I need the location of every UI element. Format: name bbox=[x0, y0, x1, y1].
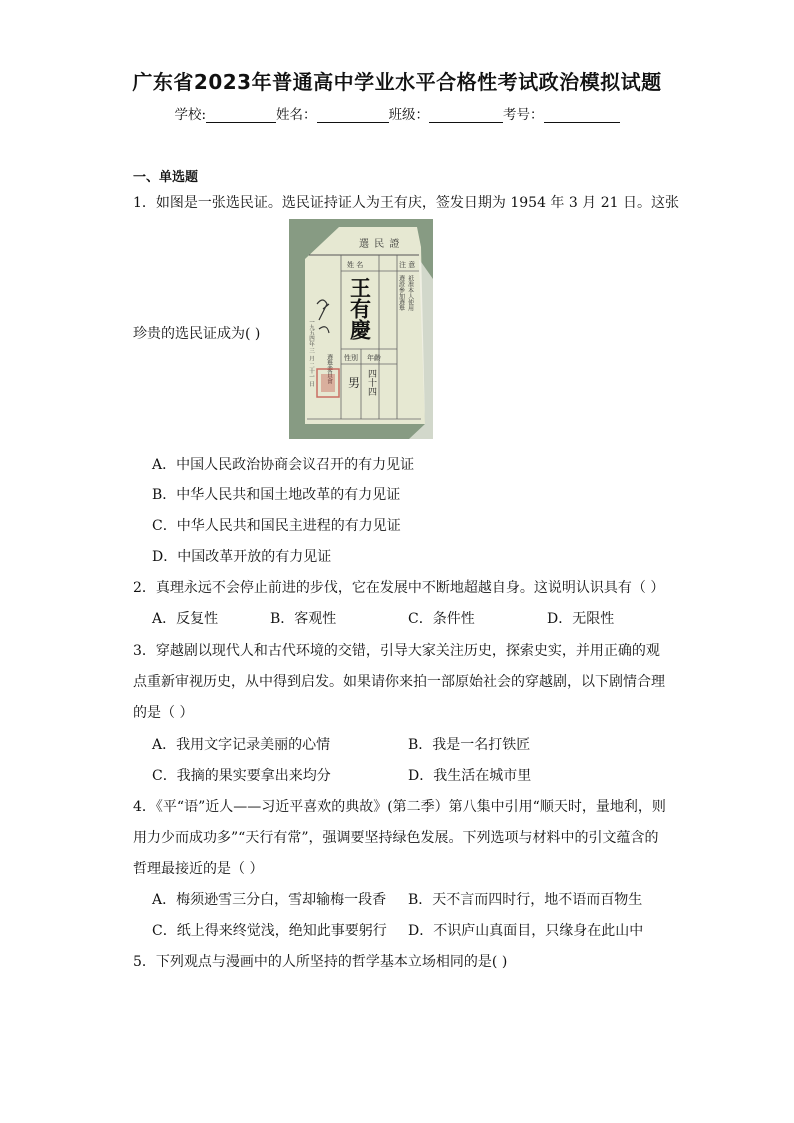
card-age-label: 年齡 bbox=[367, 354, 381, 362]
q4-option-d[interactable]: D．不识庐山真面目，只缘身在此山中 bbox=[408, 923, 644, 939]
student-info-line bbox=[0, 103, 794, 123]
question-2-text: 2．真理永远不会停止前进的步伐，它在发展中不断地超越自身。这说明认识具有（ ） bbox=[133, 580, 665, 596]
card-heading: 選 民 證 bbox=[359, 239, 401, 250]
class-field[interactable]: 班级： bbox=[389, 103, 504, 123]
card-gender-label: 性別 bbox=[344, 354, 358, 362]
q4-option-c[interactable]: C．纸上得来终觉浅，绝知此事要躬行 bbox=[152, 923, 387, 939]
card-name-label: 姓 名 bbox=[347, 261, 364, 269]
question-4-text: 4．《平“语”近人——习近平喜欢的典故》(第二季）第八集中引用“顺天时，量地利，则 bbox=[133, 799, 666, 815]
question-1-text: 1．如图是一张选民证。选民证持证人为王有庆，签发日期为 1954 年 3 月 21 日。这张 bbox=[133, 195, 679, 211]
question-3-text-cont-1: 点重新审视历史，从中得到启发。如果请你来拍一部原始社会的穿越剧，以下剧情合理 bbox=[133, 674, 665, 690]
q1-option-b[interactable]: B．中华人民共和国土地改革的有力见证 bbox=[152, 487, 401, 503]
q2-option-a[interactable]: A．反复性 bbox=[152, 611, 219, 627]
exam-number-field[interactable]: 考号： bbox=[503, 103, 620, 123]
card-holder-name: 王有慶 bbox=[347, 277, 373, 340]
q1-option-d[interactable]: D．中国改革开放的有力见证 bbox=[152, 549, 332, 565]
question-5-text: 5．下列观点与漫画中的人所坚持的哲学基本立场相同的是( ) bbox=[133, 954, 508, 970]
q3-option-d[interactable]: D．我生活在城市里 bbox=[408, 768, 532, 784]
q2-option-d[interactable]: D．无限性 bbox=[547, 611, 615, 627]
voter-card-photo bbox=[289, 219, 433, 439]
card-gender-value: 男 bbox=[348, 376, 361, 390]
card-issue-date: 一九五四年 三 月 二十一 日 bbox=[308, 319, 314, 387]
q3-option-b[interactable]: B．我是一名打铁匠 bbox=[408, 737, 531, 753]
question-3-text: 3．穿越剧以现代人和古代环境的交错，引导大家关注历史，探索史实，并用正确的观 bbox=[133, 643, 660, 659]
q3-option-a[interactable]: A．我用文字记录美丽的心情 bbox=[152, 737, 331, 753]
school-field[interactable]: 学校: bbox=[174, 103, 276, 123]
card-age-value: 四十四 bbox=[366, 369, 376, 396]
q3-option-c[interactable]: C．我摘的果实要拿出来均分 bbox=[152, 768, 331, 784]
q1-option-a[interactable]: A．中国人民政治协商会议召开的有力见证 bbox=[152, 457, 415, 473]
question-3-text-cont-2: 的是（ ） bbox=[133, 705, 194, 721]
card-note-1: 選證參加選舉 bbox=[397, 275, 405, 311]
q4-option-a[interactable]: A．梅须逊雪三分白，雪却输梅一段香 bbox=[152, 892, 387, 908]
q2-option-c[interactable]: C．条件性 bbox=[408, 611, 475, 627]
name-field[interactable]: 姓名： bbox=[276, 103, 389, 123]
q4-option-b[interactable]: B．天不言而四时行，地不语而百物生 bbox=[408, 892, 643, 908]
card-note-2: 祇准本人使用 bbox=[406, 275, 414, 311]
section-heading: 一、单选题 bbox=[133, 170, 199, 185]
q2-option-b[interactable]: B．客观性 bbox=[270, 611, 337, 627]
q1-option-c[interactable]: C．中华人民共和国民主进程的有力见证 bbox=[152, 518, 401, 534]
question-4-text-cont-1: 用力少而成功多”“天行有常”，强调要坚持绿色发展。下列选项与材料中的引文蕴含的 bbox=[133, 830, 659, 846]
question-1-text-cont: 珍贵的选民证成为( ) bbox=[133, 326, 261, 342]
exam-title: 广东省2023年普通高中学业水平合格性考试政治模拟试题 bbox=[132, 70, 662, 94]
card-issuer: 選舉委員會 bbox=[325, 354, 333, 384]
question-4-text-cont-2: 哲理最接近的是（ ） bbox=[133, 861, 264, 877]
card-notice-label: 注 意 bbox=[399, 261, 416, 269]
